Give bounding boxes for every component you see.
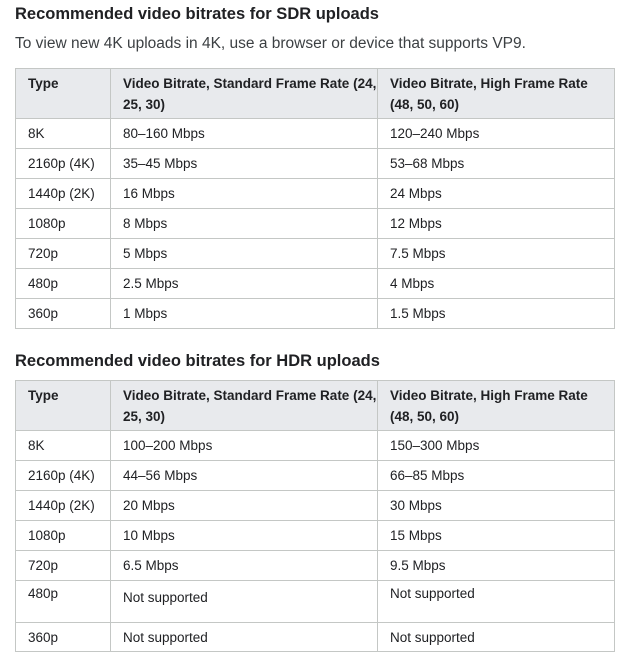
table-row	[16, 149, 615, 179]
column-header-high-frame-rate: Video Bitrate, High Frame Rate (48, 50, 60)	[378, 381, 615, 431]
high-frame-rate-cell: 1.5 Mbps	[378, 299, 615, 329]
table-row	[16, 209, 615, 239]
table-row	[16, 581, 615, 623]
high-frame-rate-cell: 9.5 Mbps	[378, 551, 615, 581]
type-cell: 1080p	[16, 521, 111, 551]
type-cell: 360p	[16, 299, 111, 329]
column-header-standard-frame-rate: Video Bitrate, Standard Frame Rate (24, 25, 30)	[111, 69, 378, 119]
table-header-row	[16, 381, 615, 431]
high-frame-rate-cell: 15 Mbps	[378, 521, 615, 551]
table-row	[16, 239, 615, 269]
standard-frame-rate-cell: Not supported	[111, 581, 378, 623]
standard-frame-rate-cell: 16 Mbps	[111, 179, 378, 209]
high-frame-rate-cell: 4 Mbps	[378, 269, 615, 299]
type-cell: 480p	[16, 269, 111, 299]
standard-frame-rate-cell: 44–56 Mbps	[111, 461, 378, 491]
standard-frame-rate-cell: 10 Mbps	[111, 521, 378, 551]
high-frame-rate-cell: Not supported	[378, 623, 615, 652]
type-cell: 1440p (2K)	[16, 179, 111, 209]
type-cell: 720p	[16, 551, 111, 581]
table-row	[16, 179, 615, 209]
hdr-section-heading: Recommended video bitrates for HDR uploads	[15, 352, 380, 370]
table-row	[16, 299, 615, 329]
column-header-type: Type	[16, 381, 111, 431]
type-cell: 2160p (4K)	[16, 149, 111, 179]
hdr-bitrate-table	[15, 380, 615, 652]
standard-frame-rate-cell: Not supported	[111, 623, 378, 652]
type-cell: 1080p	[16, 209, 111, 239]
type-cell: 8K	[16, 119, 111, 149]
table-row	[16, 623, 615, 652]
type-cell: 2160p (4K)	[16, 461, 111, 491]
standard-frame-rate-cell: 100–200 Mbps	[111, 431, 378, 461]
high-frame-rate-cell: 30 Mbps	[378, 491, 615, 521]
table-row	[16, 461, 615, 491]
sdr-section-heading: Recommended video bitrates for SDR uploads	[15, 5, 379, 23]
table-row	[16, 521, 615, 551]
standard-frame-rate-cell: 2.5 Mbps	[111, 269, 378, 299]
column-header-high-frame-rate: Video Bitrate, High Frame Rate (48, 50, 60)	[378, 69, 615, 119]
high-frame-rate-cell: 66–85 Mbps	[378, 461, 615, 491]
standard-frame-rate-cell: 20 Mbps	[111, 491, 378, 521]
table-row	[16, 491, 615, 521]
high-frame-rate-cell: 7.5 Mbps	[378, 239, 615, 269]
table-header-row	[16, 69, 615, 119]
type-cell: 480p	[16, 581, 111, 623]
type-cell: 1440p (2K)	[16, 491, 111, 521]
column-header-standard-frame-rate: Video Bitrate, Standard Frame Rate (24, 25, 30)	[111, 381, 378, 431]
table-row	[16, 551, 615, 581]
type-cell: 8K	[16, 431, 111, 461]
high-frame-rate-cell: Not supported	[378, 581, 615, 623]
high-frame-rate-cell: 120–240 Mbps	[378, 119, 615, 149]
standard-frame-rate-cell: 1 Mbps	[111, 299, 378, 329]
high-frame-rate-cell: 12 Mbps	[378, 209, 615, 239]
table-row	[16, 431, 615, 461]
sdr-bitrate-table	[15, 68, 615, 329]
high-frame-rate-cell: 53–68 Mbps	[378, 149, 615, 179]
column-header-type: Type	[16, 69, 111, 119]
type-cell: 360p	[16, 623, 111, 652]
table-row	[16, 269, 615, 299]
standard-frame-rate-cell: 5 Mbps	[111, 239, 378, 269]
vp9-intro-text: To view new 4K uploads in 4K, use a browser or device that supports VP9.	[15, 35, 526, 52]
table-row	[16, 119, 615, 149]
type-cell: 720p	[16, 239, 111, 269]
standard-frame-rate-cell: 80–160 Mbps	[111, 119, 378, 149]
standard-frame-rate-cell: 6.5 Mbps	[111, 551, 378, 581]
high-frame-rate-cell: 24 Mbps	[378, 179, 615, 209]
standard-frame-rate-cell: 35–45 Mbps	[111, 149, 378, 179]
high-frame-rate-cell: 150–300 Mbps	[378, 431, 615, 461]
standard-frame-rate-cell: 8 Mbps	[111, 209, 378, 239]
